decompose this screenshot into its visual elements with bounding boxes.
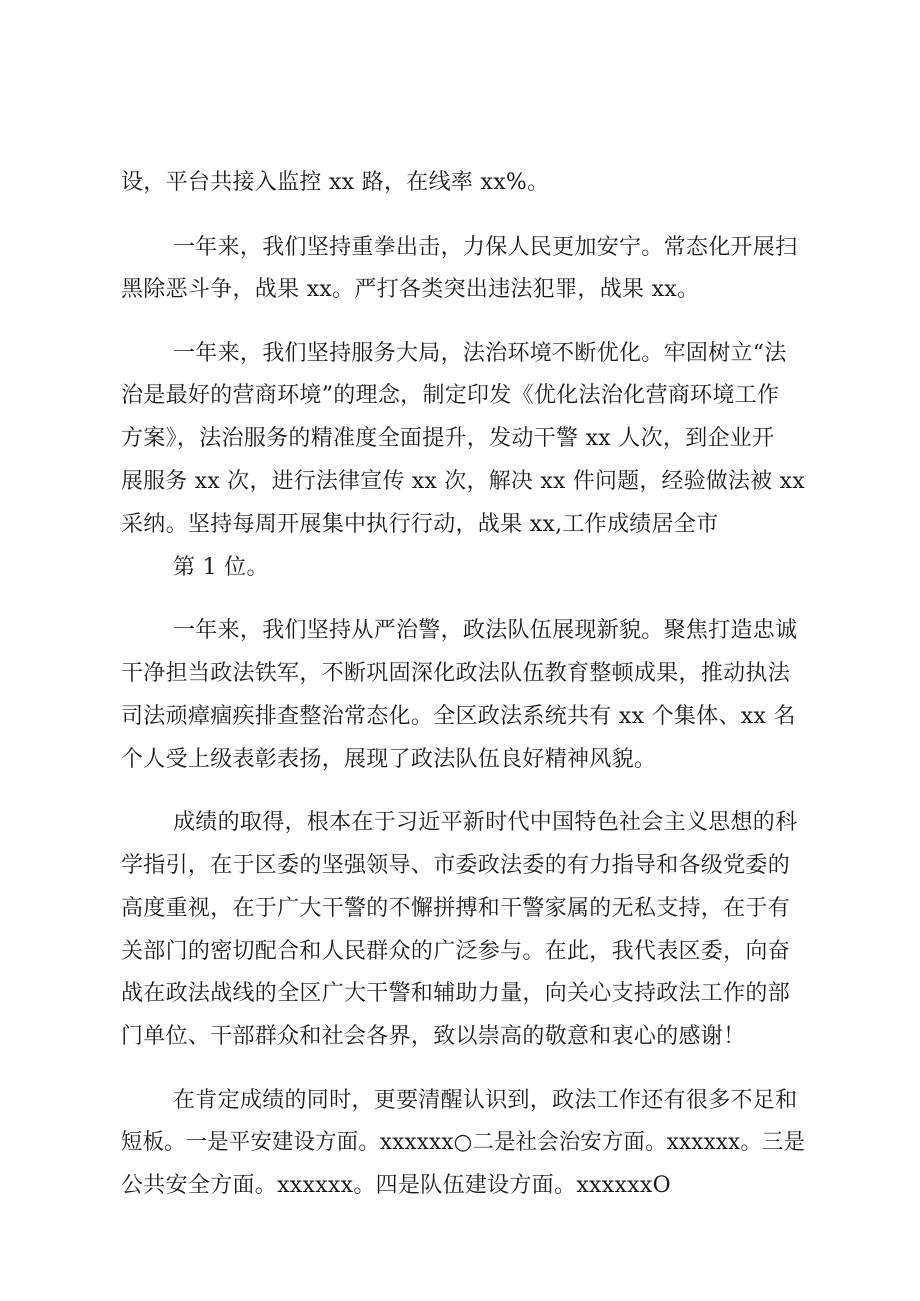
text-line: 一年来，我们坚持服务大局，法治环境不断优化。牢固树立“法 bbox=[173, 341, 787, 366]
text-line: 成绩的取得，根本在于习近平新时代中国特色社会主义思想的科 bbox=[173, 810, 798, 835]
text-line: 学指引，在于区委的坚强领导、市委政法委的有力指导和各级党委的 bbox=[121, 853, 791, 878]
text-line: 公共安全方面。xxxxxx。四是队伍建设方面。xxxxxxO bbox=[121, 1173, 671, 1198]
text-line: 设，平台共接入监控 xx 路，在线率 xx%。 bbox=[121, 170, 550, 195]
text-line: 展服务 xx 次，进行法律宣传 xx 次，解决 xx 件问题，经验做法被 xx bbox=[121, 469, 805, 494]
text-line: 方案》，法治服务的精准度全面提升，发动干警 xx 人次，到企业开 bbox=[121, 426, 775, 451]
text-line: 黑除恶斗争，战果 xx。严打各类突出违法犯罪，战果 xx。 bbox=[121, 277, 700, 302]
text-line: 高度重视，在于广大干警的不懈拼搏和干警家属的无私支持，在于有 bbox=[121, 896, 791, 921]
text-line: 第 1 位。 bbox=[173, 555, 269, 580]
text-line: 干净担当政法铁军，不断巩固深化政法队伍教育整顿成果，推动执法 bbox=[121, 661, 791, 686]
text-line: 门单位、干部群众和社会各界，致以崇高的敬意和衷心的感谢！ bbox=[121, 1024, 746, 1049]
text-line: 一年来，我们坚持重拳出击，力保人民更加安宁。常态化开展扫 bbox=[173, 235, 798, 260]
text-line: 在肯定成绩的同时，更要清醒认识到，政法工作还有很多不足和 bbox=[173, 1088, 798, 1113]
text-line: 短板。一是平安建设方面。xxxxxx○二是社会治安方面。xxxxxx。三是 bbox=[121, 1130, 806, 1155]
text-line: 治是最好的营商环境”的理念，制定印发《优化法治化营商环境工作 bbox=[121, 383, 780, 408]
text-line: 采纳。坚持每周开展集中执行行动，战果 xx,工作成绩居全市 bbox=[121, 512, 719, 537]
text-line: 司法顽瘴痼疾排查整治常态化。全区政法系统共有 xx 个集体、xx 名 bbox=[121, 704, 796, 729]
text-line: 战在政法战线的全区广大干警和辅助力量，向关心支持政法工作的部 bbox=[121, 981, 791, 1006]
text-line: 一年来，我们坚持从严治警，政法队伍展现新貌。聚焦打造忠诚 bbox=[173, 618, 798, 643]
text-line: 个人受上级表彰表扬，展现了政法队伍良好精神风貌。 bbox=[121, 747, 657, 772]
text-line: 关部门的密切配合和人民群众的广泛参与。在此，我代表区委，向奋 bbox=[121, 939, 791, 964]
